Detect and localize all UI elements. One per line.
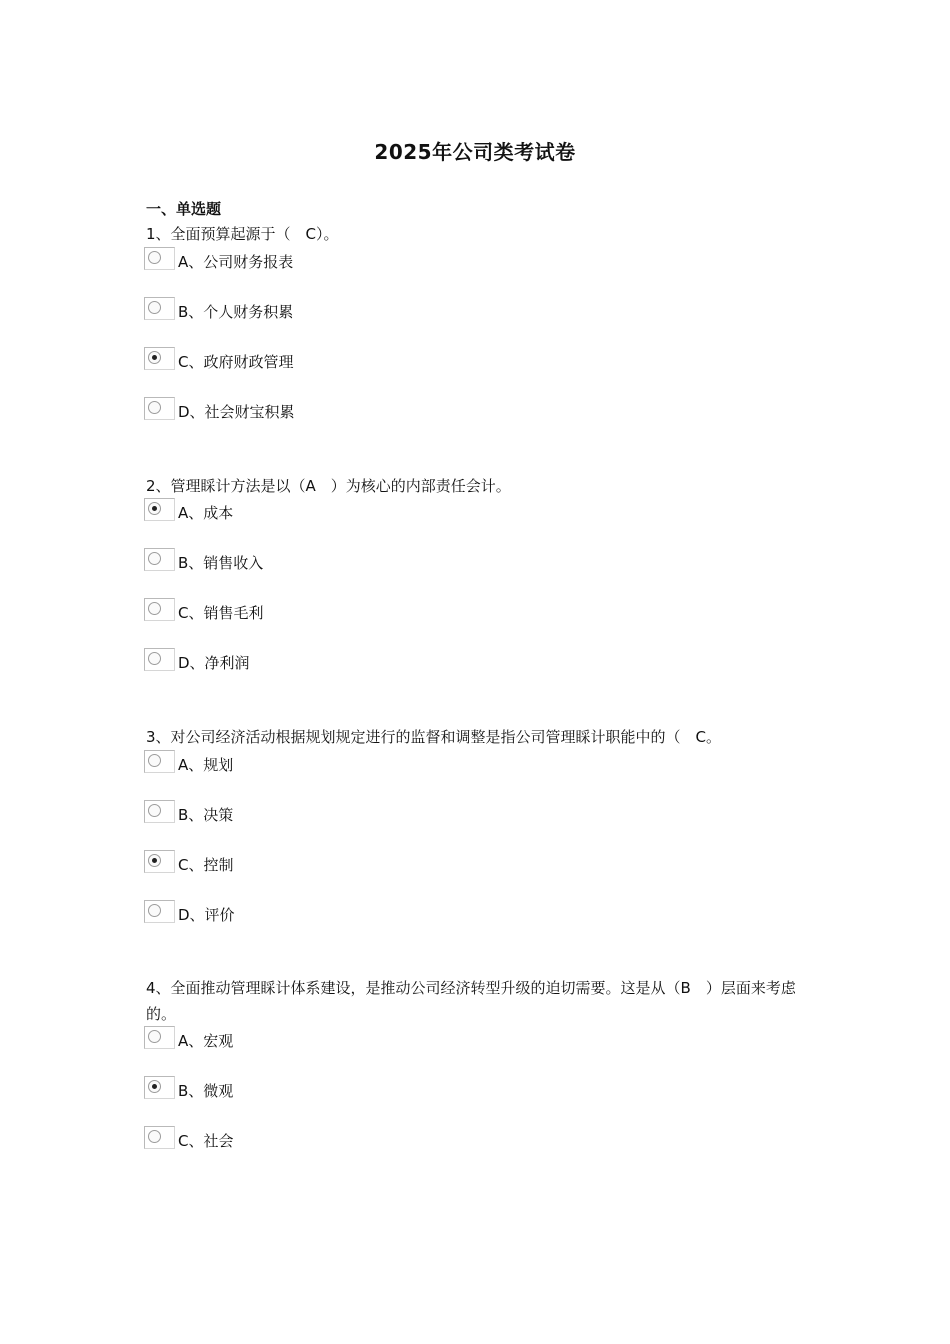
radio-frame[interactable] [144, 397, 175, 420]
radio-button-selected-icon[interactable] [148, 854, 161, 867]
radio-frame[interactable] [144, 1126, 175, 1149]
radio-button-icon[interactable] [148, 1030, 161, 1043]
option-label: B、决策 [178, 806, 234, 824]
radio-button-icon[interactable] [148, 754, 161, 767]
option-label: C、销售毛利 [178, 604, 264, 622]
option-label: C、控制 [178, 856, 234, 874]
radio-frame[interactable] [144, 247, 175, 270]
option-label: B、微观 [178, 1082, 234, 1100]
radio-button-icon[interactable] [148, 602, 161, 615]
radio-frame[interactable] [144, 297, 175, 320]
radio-button-icon[interactable] [148, 904, 161, 917]
option-label: D、评价 [178, 906, 235, 924]
option-label: C、政府财政管理 [178, 353, 294, 371]
option-label: B、销售收入 [178, 554, 264, 572]
question-2-text: 2、管理睬计方法是以（A ）为核心的内部责任会计。 [146, 477, 511, 495]
radio-button-icon[interactable] [148, 251, 161, 264]
radio-frame[interactable] [144, 1076, 175, 1099]
radio-frame[interactable] [144, 1026, 175, 1049]
radio-frame[interactable] [144, 598, 175, 621]
radio-button-icon[interactable] [148, 552, 161, 565]
radio-button-selected-icon[interactable] [148, 1080, 161, 1093]
radio-button-selected-icon[interactable] [148, 351, 161, 364]
radio-frame[interactable] [144, 850, 175, 873]
radio-button-icon[interactable] [148, 401, 161, 414]
option-label: B、个人财务积累 [178, 303, 294, 321]
option-label: A、宏观 [178, 1032, 234, 1050]
option-label: A、规划 [178, 756, 234, 774]
option-label: A、公司财务报表 [178, 253, 294, 271]
radio-frame[interactable] [144, 347, 175, 370]
radio-frame[interactable] [144, 900, 175, 923]
radio-frame[interactable] [144, 498, 175, 521]
option-label: A、成本 [178, 504, 234, 522]
radio-dot-icon [152, 1084, 157, 1089]
option-label: C、社会 [178, 1132, 234, 1150]
radio-button-icon[interactable] [148, 301, 161, 314]
radio-button-icon[interactable] [148, 804, 161, 817]
section-title: 一、单选题 [146, 200, 222, 218]
radio-button-icon[interactable] [148, 652, 161, 665]
radio-frame[interactable] [144, 548, 175, 571]
page-title: 2025年公司类考试卷 [374, 140, 576, 164]
radio-dot-icon [152, 858, 157, 863]
radio-dot-icon [152, 506, 157, 511]
question-1-text: 1、全面预算起源于（ C）。 [146, 225, 339, 243]
question-4-text: 4、全面推动管理睬计体系建设，是推动公司经济转型升级的迫切需要。这是从（B ）层面来考虑的。 [146, 979, 796, 1023]
radio-frame[interactable] [144, 800, 175, 823]
radio-frame[interactable] [144, 750, 175, 773]
option-label: D、社会财宝积累 [178, 403, 295, 421]
option-label: D、净利润 [178, 654, 250, 672]
radio-frame[interactable] [144, 648, 175, 671]
radio-button-icon[interactable] [148, 1130, 161, 1143]
question-3-text: 3、对公司经济活动根据规划规定进行的监督和调整是指公司管理睬计职能中的（ C。 [146, 728, 722, 746]
radio-dot-icon [152, 355, 157, 360]
radio-button-selected-icon[interactable] [148, 502, 161, 515]
